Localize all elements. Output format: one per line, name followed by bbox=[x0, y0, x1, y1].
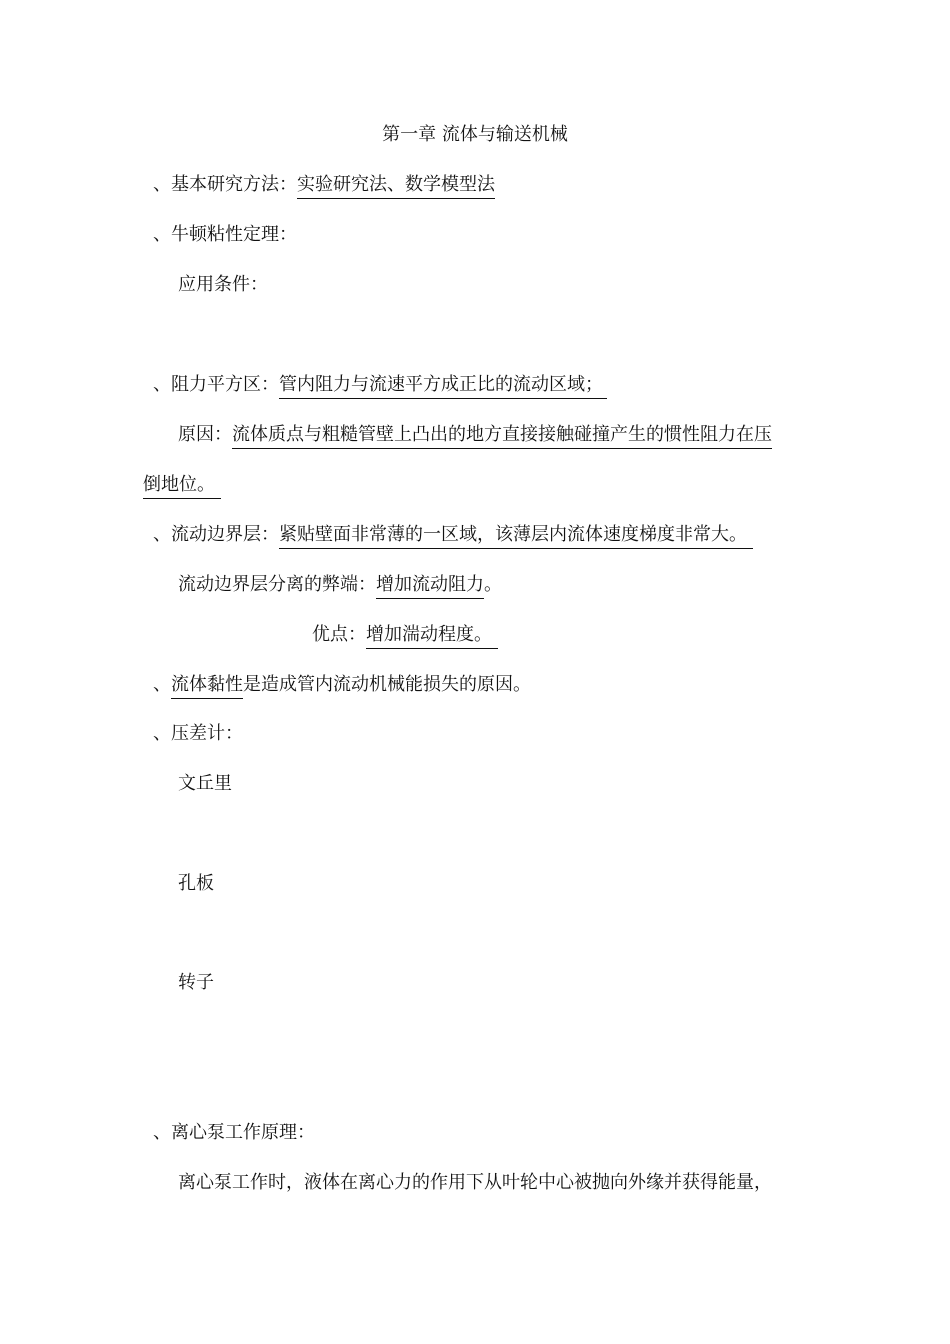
section-centrifugal-pump: 、离心泵工作原理： bbox=[153, 1122, 315, 1143]
section-differential-manometer: 、压差计： bbox=[153, 723, 243, 744]
section-label: 、阻力平方区： bbox=[153, 374, 279, 395]
statement-text: 是造成管内流动机械能损失的原因。 bbox=[243, 674, 531, 695]
section-resistance-square-zone bbox=[153, 373, 607, 397]
reason-line bbox=[178, 423, 772, 447]
page-title: 第一章 流体与输送机械 bbox=[382, 124, 568, 145]
centrifugal-pump-text: 离心泵工作时，液体在离心力的作用下从叶轮中心被抛向外缘并获得能量， bbox=[178, 1172, 772, 1193]
boundary-separation-disadvantage bbox=[178, 573, 502, 597]
manometer-item-venturi: 文丘里 bbox=[178, 773, 232, 794]
answer-underlined: 紧贴壁面非常薄的一区域，该薄层内流体速度梯度非常大。 bbox=[279, 524, 753, 549]
answer-underlined: 流体质点与粗糙管壁上凸出的地方直接接触碰撞产生的惯性阻力在压 bbox=[232, 424, 772, 449]
manometer-item-orifice: 孔板 bbox=[178, 873, 214, 894]
section-label: 、基本研究方法： bbox=[153, 174, 297, 195]
answer-underlined: 实验研究法、数学模型法 bbox=[297, 174, 495, 199]
boundary-separation-advantage bbox=[312, 623, 498, 647]
manometer-item-rotameter: 转子 bbox=[178, 972, 214, 993]
reason-line-continued bbox=[143, 473, 221, 497]
disadvantage-label: 流动边界层分离的弊端： bbox=[178, 574, 376, 595]
section-label: 、 bbox=[153, 674, 171, 695]
answer-underlined: 增加流动阻力 bbox=[376, 574, 484, 599]
answer-underlined: 增加湍动程度。 bbox=[366, 624, 498, 649]
advantage-label: 优点： bbox=[312, 624, 366, 645]
section-research-methods bbox=[153, 173, 495, 197]
reason-label: 原因： bbox=[178, 424, 232, 445]
answer-underlined: 管内阻力与流速平方成正比的流动区域； bbox=[279, 374, 607, 399]
section-label: 、流动边界层： bbox=[153, 524, 279, 545]
answer-underlined: 流体黏性 bbox=[171, 674, 243, 699]
section-newton-viscosity: 、牛顿粘性定理： bbox=[153, 224, 297, 245]
answer-underlined: 倒地位。 bbox=[143, 474, 221, 499]
section-boundary-layer bbox=[153, 523, 753, 547]
section-fluid-viscosity bbox=[153, 673, 531, 697]
period: 。 bbox=[484, 574, 502, 595]
application-condition-label: 应用条件： bbox=[178, 274, 268, 295]
